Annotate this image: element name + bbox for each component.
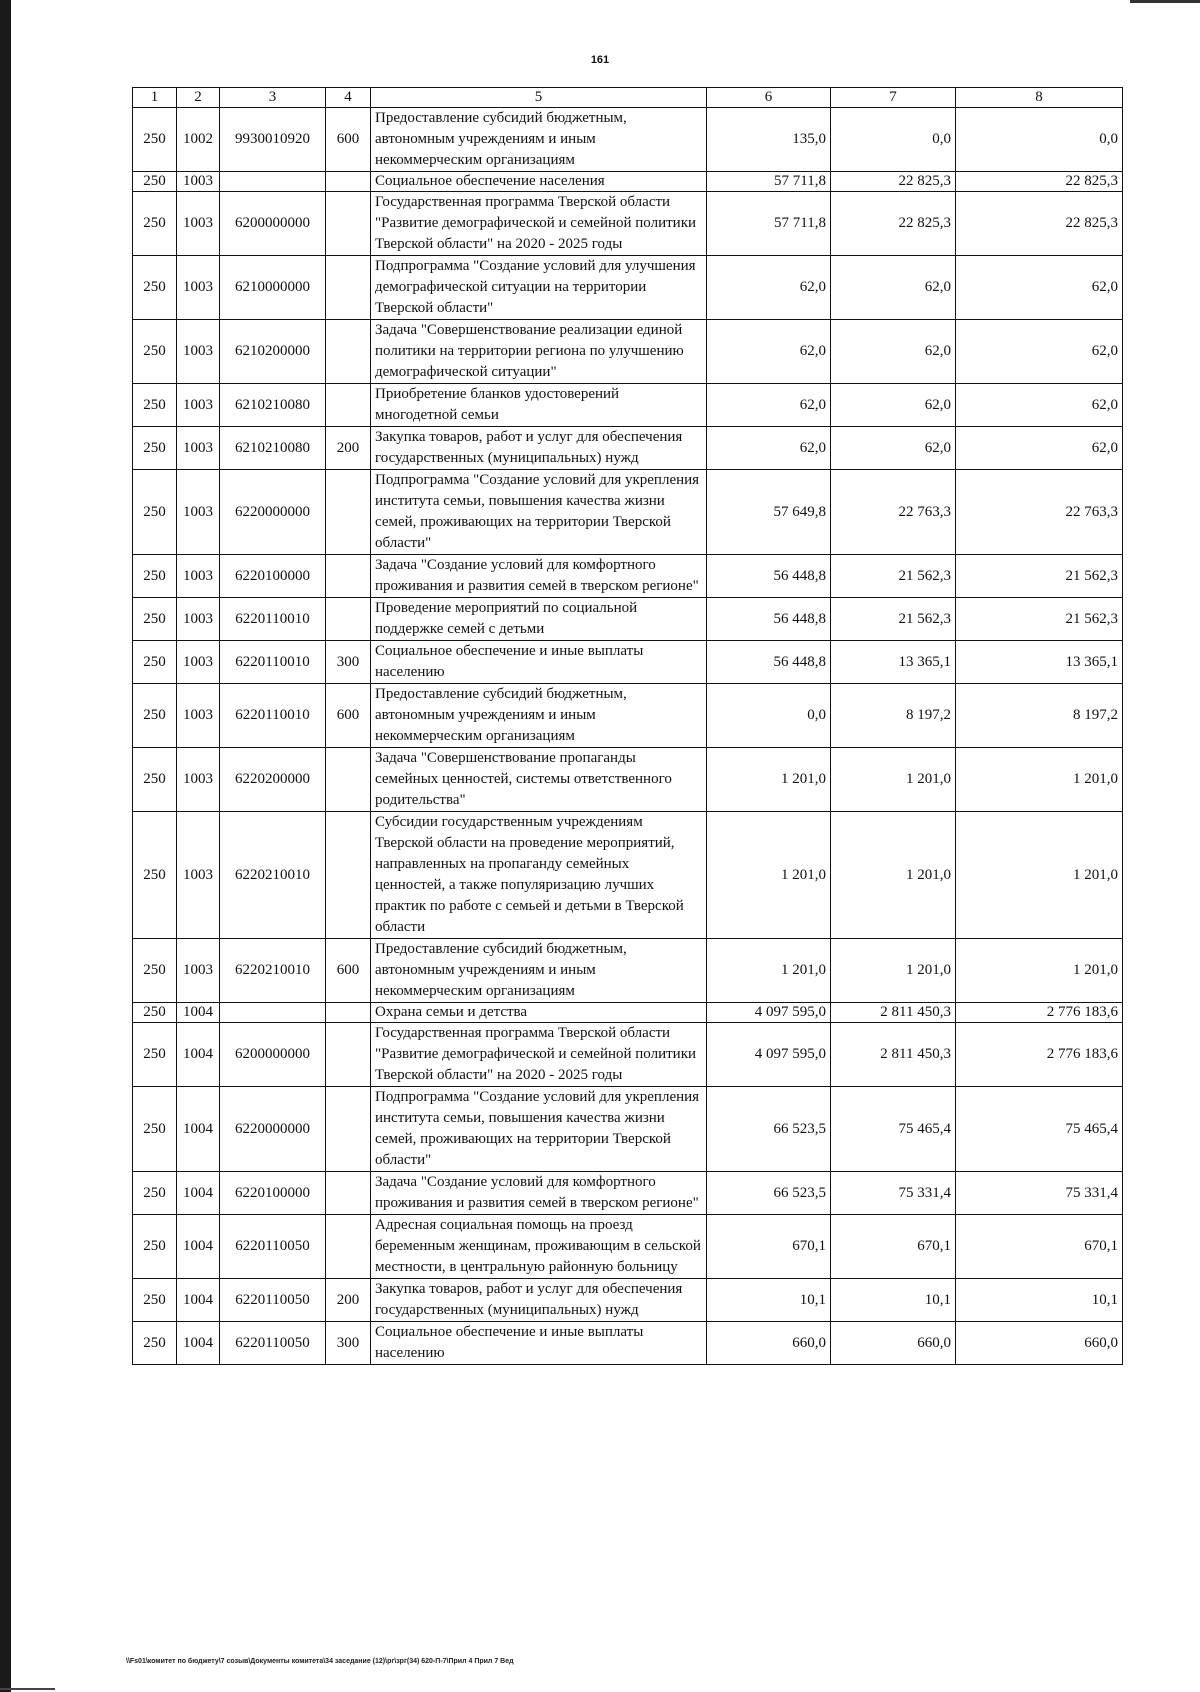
target-article-cell: 6220000000 (220, 470, 326, 555)
amount-cell: 22 763,3 (956, 470, 1123, 555)
row-code-cell: 250 (133, 1087, 177, 1172)
target-article-cell: 6200000000 (220, 1023, 326, 1087)
description-cell: Государственная программа Тверской области "Развитие демографической и семейной политики Тверской области" на 2020 - 2025 годы (371, 1023, 707, 1087)
amount-cell: 62,0 (831, 384, 956, 427)
amount-cell: 57 649,8 (707, 470, 831, 555)
section-code-cell: 1003 (177, 684, 220, 748)
amount-cell: 10,1 (707, 1279, 831, 1322)
table-row (133, 555, 1123, 598)
column-header: 1 (133, 88, 177, 108)
amount-cell: 660,0 (831, 1322, 956, 1365)
target-article-cell: 6200000000 (220, 192, 326, 256)
amount-cell: 75 331,4 (956, 1172, 1123, 1215)
expense-type-cell (326, 256, 371, 320)
description-cell: Адресная социальная помощь на проезд беременным женщинам, проживающим в сельской местности, в центральную районную больницу (371, 1215, 707, 1279)
amount-cell: 22 825,3 (831, 192, 956, 256)
amount-cell: 1 201,0 (707, 748, 831, 812)
table-row (133, 598, 1123, 641)
budget-table (132, 87, 1123, 1365)
expense-type-cell (326, 192, 371, 256)
amount-cell: 66 523,5 (707, 1087, 831, 1172)
target-article-cell: 6210210080 (220, 427, 326, 470)
expense-type-cell (326, 1003, 371, 1023)
column-header: 5 (371, 88, 707, 108)
section-code-cell: 1003 (177, 812, 220, 939)
table-row (133, 1322, 1123, 1365)
section-code-cell: 1003 (177, 470, 220, 555)
amount-cell: 0,0 (707, 684, 831, 748)
section-code-cell: 1003 (177, 192, 220, 256)
amount-cell: 10,1 (956, 1279, 1123, 1322)
amount-cell: 56 448,8 (707, 598, 831, 641)
row-code-cell: 250 (133, 1003, 177, 1023)
scan-bottom-rule (0, 1688, 55, 1690)
row-code-cell: 250 (133, 427, 177, 470)
column-header: 2 (177, 88, 220, 108)
column-header: 8 (956, 88, 1123, 108)
description-cell: Охрана семьи и детства (371, 1003, 707, 1023)
table-row (133, 470, 1123, 555)
amount-cell: 670,1 (956, 1215, 1123, 1279)
table-row (133, 939, 1123, 1003)
description-cell: Приобретение бланков удостоверений многодетной семьи (371, 384, 707, 427)
row-code-cell: 250 (133, 256, 177, 320)
description-cell: Предоставление субсидий бюджетным, автономным учреждениям и иным некоммерческим организациям (371, 108, 707, 172)
amount-cell: 2 776 183,6 (956, 1003, 1123, 1023)
amount-cell: 62,0 (956, 320, 1123, 384)
amount-cell: 4 097 595,0 (707, 1023, 831, 1087)
target-article-cell: 6210200000 (220, 320, 326, 384)
section-code-cell: 1003 (177, 939, 220, 1003)
expense-type-cell: 600 (326, 108, 371, 172)
row-code-cell: 250 (133, 1023, 177, 1087)
expense-type-cell (326, 1087, 371, 1172)
section-code-cell: 1003 (177, 256, 220, 320)
section-code-cell: 1004 (177, 1023, 220, 1087)
expense-type-cell (326, 555, 371, 598)
table-row (133, 320, 1123, 384)
section-code-cell: 1003 (177, 598, 220, 641)
row-code-cell: 250 (133, 470, 177, 555)
amount-cell: 1 201,0 (831, 939, 956, 1003)
amount-cell: 21 562,3 (831, 598, 956, 641)
row-code-cell: 250 (133, 555, 177, 598)
expense-type-cell (326, 1023, 371, 1087)
section-code-cell: 1003 (177, 172, 220, 192)
target-article-cell: 6220110050 (220, 1215, 326, 1279)
amount-cell: 22 825,3 (831, 172, 956, 192)
expense-type-cell: 200 (326, 427, 371, 470)
target-article-cell: 6220110010 (220, 684, 326, 748)
target-article-cell: 6220210010 (220, 939, 326, 1003)
description-cell: Государственная программа Тверской области "Развитие демографической и семейной политики Тверской области" на 2020 - 2025 годы (371, 192, 707, 256)
amount-cell: 75 331,4 (831, 1172, 956, 1215)
target-article-cell: 6220210010 (220, 812, 326, 939)
row-code-cell: 250 (133, 939, 177, 1003)
expense-type-cell (326, 320, 371, 384)
amount-cell: 13 365,1 (956, 641, 1123, 684)
amount-cell: 75 465,4 (956, 1087, 1123, 1172)
expense-type-cell (326, 470, 371, 555)
table-row (133, 1279, 1123, 1322)
table-row (133, 384, 1123, 427)
scan-edge-shadow (0, 0, 11, 1692)
amount-cell: 62,0 (707, 256, 831, 320)
row-code-cell: 250 (133, 812, 177, 939)
section-code-cell: 1003 (177, 320, 220, 384)
expense-type-cell: 600 (326, 684, 371, 748)
row-code-cell: 250 (133, 384, 177, 427)
column-header: 6 (707, 88, 831, 108)
description-cell: Закупка товаров, работ и услуг для обеспечения государственных (муниципальных) нужд (371, 427, 707, 470)
column-header: 3 (220, 88, 326, 108)
amount-cell: 8 197,2 (956, 684, 1123, 748)
row-code-cell: 250 (133, 641, 177, 684)
row-code-cell: 250 (133, 1215, 177, 1279)
description-cell: Задача "Создание условий для комфортного проживания и развития семей в тверском регионе" (371, 555, 707, 598)
amount-cell: 22 825,3 (956, 192, 1123, 256)
row-code-cell: 250 (133, 748, 177, 812)
row-code-cell: 250 (133, 684, 177, 748)
description-cell: Предоставление субсидий бюджетным, автономным учреждениям и иным некоммерческим организациям (371, 684, 707, 748)
expense-type-cell: 300 (326, 1322, 371, 1365)
amount-cell: 2 811 450,3 (831, 1003, 956, 1023)
section-code-cell: 1003 (177, 384, 220, 427)
expense-type-cell (326, 1172, 371, 1215)
amount-cell: 62,0 (707, 427, 831, 470)
description-cell: Подпрограмма "Создание условий для улучшения демографической ситуации на территории Тверской области" (371, 256, 707, 320)
amount-cell: 1 201,0 (956, 748, 1123, 812)
amount-cell: 2 811 450,3 (831, 1023, 956, 1087)
table-row (133, 108, 1123, 172)
amount-cell: 57 711,8 (707, 172, 831, 192)
column-header: 7 (831, 88, 956, 108)
section-code-cell: 1004 (177, 1279, 220, 1322)
table-row (133, 427, 1123, 470)
expense-type-cell: 300 (326, 641, 371, 684)
section-code-cell: 1002 (177, 108, 220, 172)
amount-cell: 22 825,3 (956, 172, 1123, 192)
section-code-cell: 1004 (177, 1172, 220, 1215)
amount-cell: 4 097 595,0 (707, 1003, 831, 1023)
row-code-cell: 250 (133, 1172, 177, 1215)
description-cell: Задача "Создание условий для комфортного проживания и развития семей в тверском регионе" (371, 1172, 707, 1215)
amount-cell: 21 562,3 (956, 555, 1123, 598)
section-code-cell: 1003 (177, 555, 220, 598)
table-row (133, 812, 1123, 939)
table-body (133, 108, 1123, 1365)
section-code-cell: 1004 (177, 1087, 220, 1172)
description-cell: Социальное обеспечение и иные выплаты населению (371, 1322, 707, 1365)
table-row (133, 748, 1123, 812)
section-code-cell: 1003 (177, 748, 220, 812)
amount-cell: 135,0 (707, 108, 831, 172)
table-row (133, 256, 1123, 320)
expense-type-cell: 200 (326, 1279, 371, 1322)
amount-cell: 13 365,1 (831, 641, 956, 684)
amount-cell: 0,0 (831, 108, 956, 172)
target-article-cell: 6220110050 (220, 1322, 326, 1365)
amount-cell: 56 448,8 (707, 641, 831, 684)
table-row (133, 684, 1123, 748)
target-article-cell: 6220110010 (220, 641, 326, 684)
amount-cell: 22 763,3 (831, 470, 956, 555)
expense-type-cell (326, 384, 371, 427)
amount-cell: 57 711,8 (707, 192, 831, 256)
column-header: 4 (326, 88, 371, 108)
amount-cell: 1 201,0 (956, 812, 1123, 939)
amount-cell: 1 201,0 (707, 812, 831, 939)
page-number: 161 (590, 54, 610, 66)
table-row (133, 1023, 1123, 1087)
row-code-cell: 250 (133, 108, 177, 172)
description-cell: Проведение мероприятий по социальной поддержке семей с детьми (371, 598, 707, 641)
table-row (133, 641, 1123, 684)
amount-cell: 0,0 (956, 108, 1123, 172)
amount-cell: 660,0 (707, 1322, 831, 1365)
row-code-cell: 250 (133, 320, 177, 384)
target-article-cell: 6210000000 (220, 256, 326, 320)
target-article-cell (220, 1003, 326, 1023)
target-article-cell: 6220100000 (220, 555, 326, 598)
description-cell: Закупка товаров, работ и услуг для обеспечения государственных (муниципальных) нужд (371, 1279, 707, 1322)
amount-cell: 1 201,0 (956, 939, 1123, 1003)
description-cell: Социальное обеспечение населения (371, 172, 707, 192)
amount-cell: 62,0 (707, 384, 831, 427)
file-path-footer: \\Fs01\комитет по бюджету\7 созыв\Документы комитета\34 заседание (12)\рг\зрг(34) 620-П-7\Прил 4 Прил 7 Вед (126, 1658, 514, 1665)
amount-cell: 62,0 (956, 427, 1123, 470)
description-cell: Подпрограмма "Создание условий для укрепления института семьи, повышения качества жизни семей, проживающих на территории Тверской области" (371, 1087, 707, 1172)
amount-cell: 66 523,5 (707, 1172, 831, 1215)
amount-cell: 8 197,2 (831, 684, 956, 748)
section-code-cell: 1003 (177, 427, 220, 470)
amount-cell: 2 776 183,6 (956, 1023, 1123, 1087)
table-header-row (133, 88, 1123, 108)
section-row (133, 1003, 1123, 1023)
section-code-cell: 1004 (177, 1215, 220, 1279)
amount-cell: 62,0 (831, 320, 956, 384)
section-code-cell: 1004 (177, 1322, 220, 1365)
section-row (133, 172, 1123, 192)
section-code-cell: 1004 (177, 1003, 220, 1023)
expense-type-cell (326, 812, 371, 939)
table-row (133, 1215, 1123, 1279)
scan-top-rule (1130, 0, 1200, 3)
amount-cell: 62,0 (831, 427, 956, 470)
expense-type-cell (326, 1215, 371, 1279)
description-cell: Задача "Совершенствование реализации единой политики на территории региона по улучшению демографической ситуации" (371, 320, 707, 384)
amount-cell: 660,0 (956, 1322, 1123, 1365)
expense-type-cell (326, 172, 371, 192)
amount-cell: 1 201,0 (831, 748, 956, 812)
row-code-cell: 250 (133, 598, 177, 641)
amount-cell: 62,0 (707, 320, 831, 384)
row-code-cell: 250 (133, 192, 177, 256)
amount-cell: 75 465,4 (831, 1087, 956, 1172)
description-cell: Задача "Совершенствование пропаганды семейных ценностей, системы ответственного родительства" (371, 748, 707, 812)
target-article-cell (220, 172, 326, 192)
amount-cell: 1 201,0 (707, 939, 831, 1003)
amount-cell: 670,1 (831, 1215, 956, 1279)
amount-cell: 62,0 (831, 256, 956, 320)
target-article-cell: 9930010920 (220, 108, 326, 172)
amount-cell: 21 562,3 (831, 555, 956, 598)
target-article-cell: 6220110010 (220, 598, 326, 641)
table-row (133, 1087, 1123, 1172)
amount-cell: 1 201,0 (831, 812, 956, 939)
description-cell: Субсидии государственным учреждениям Тверской области на проведение мероприятий, направленных на пропаганду семейных ценностей, а также популяризацию лучших практик по работе с семьей и детьми в Тверской области (371, 812, 707, 939)
description-cell: Подпрограмма "Создание условий для укрепления института семьи, повышения качества жизни семей, проживающих на территории Тверской области" (371, 470, 707, 555)
row-code-cell: 250 (133, 1322, 177, 1365)
table-row (133, 192, 1123, 256)
target-article-cell: 6220110050 (220, 1279, 326, 1322)
amount-cell: 10,1 (831, 1279, 956, 1322)
amount-cell: 62,0 (956, 256, 1123, 320)
amount-cell: 56 448,8 (707, 555, 831, 598)
target-article-cell: 6210210080 (220, 384, 326, 427)
expense-type-cell (326, 598, 371, 641)
row-code-cell: 250 (133, 172, 177, 192)
amount-cell: 670,1 (707, 1215, 831, 1279)
row-code-cell: 250 (133, 1279, 177, 1322)
table-row (133, 1172, 1123, 1215)
expense-type-cell: 600 (326, 939, 371, 1003)
target-article-cell: 6220100000 (220, 1172, 326, 1215)
amount-cell: 21 562,3 (956, 598, 1123, 641)
description-cell: Социальное обеспечение и иные выплаты населению (371, 641, 707, 684)
expense-type-cell (326, 748, 371, 812)
target-article-cell: 6220000000 (220, 1087, 326, 1172)
amount-cell: 62,0 (956, 384, 1123, 427)
description-cell: Предоставление субсидий бюджетным, автономным учреждениям и иным некоммерческим организациям (371, 939, 707, 1003)
section-code-cell: 1003 (177, 641, 220, 684)
target-article-cell: 6220200000 (220, 748, 326, 812)
